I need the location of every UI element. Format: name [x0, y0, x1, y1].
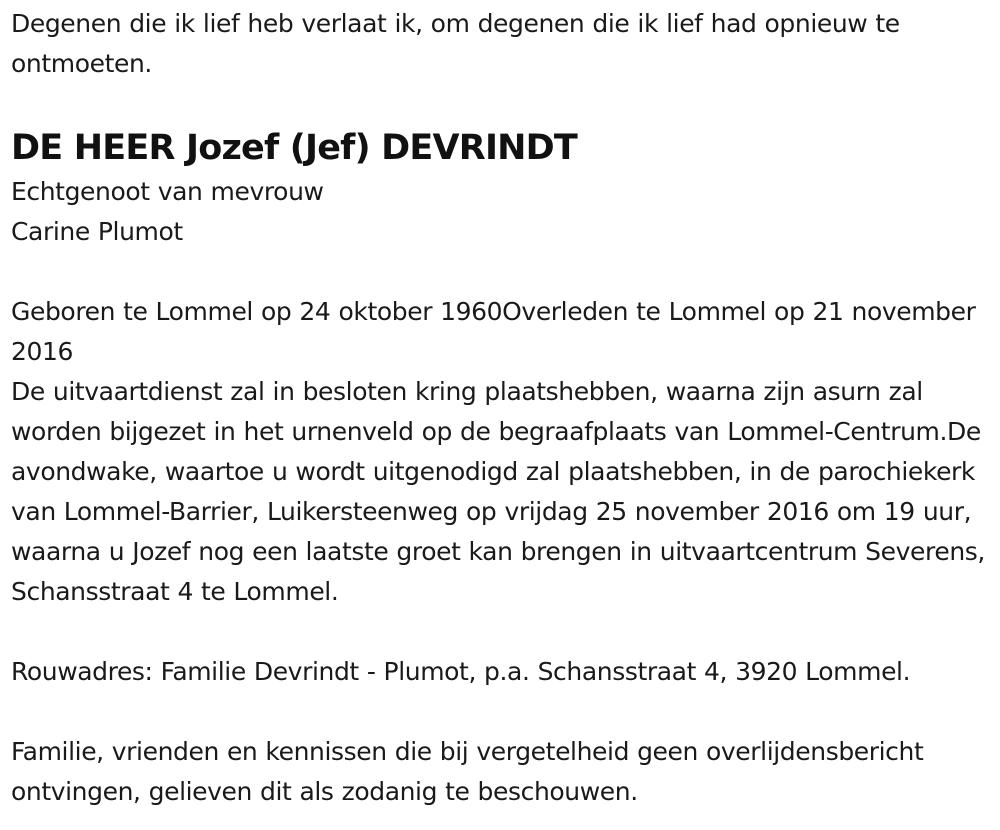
spacer — [11, 612, 993, 652]
spacer — [11, 252, 993, 292]
opening-quote: Degenen die ik lief heb verlaat ik, om degenen die ik lief had opnieuw te ontmoeten. — [11, 9, 900, 78]
spouse-line-1: Echtgenoot van mevrouw — [11, 177, 324, 206]
birth-death-info: Geboren te Lommel op 24 oktober 1960Overleden te Lommel op 21 november 2016 — [11, 297, 976, 366]
mourning-address: Rouwadres: Familie Devrindt - Plumot, p.a. Schansstraat 4, 3920 Lommel. — [11, 657, 911, 686]
spacer — [11, 692, 993, 732]
deceased-name: DE HEER Jozef (Jef) DEVRINDT — [11, 128, 577, 168]
obituary-notice — [11, 4, 993, 812]
spacer — [11, 84, 993, 124]
ceremony-info: De uitvaartdienst zal in besloten kring plaatshebben, waarna zijn asurn zal worden bijgezet in het urnenveld op de begraafplaats van Lommel-Centrum.De avondwake, waartoe u wordt uitgenodigd zal plaatshebben, in de parochiekerk van Lommel-Barrier, Luikersteenweg op vrijdag 25 november 2016 om 19 uur, waarna u Jozef nog een laatste groet kan brengen in uitvaartcentrum Severens, Schansstraat 4 te Lommel. — [11, 377, 985, 606]
closing-note: Familie, vrienden en kennissen die bij vergetelheid geen overlijdensbericht ontvingen, gelieven dit als zodanig te beschouwen. — [11, 737, 924, 806]
spouse-line-2: Carine Plumot — [11, 217, 183, 246]
